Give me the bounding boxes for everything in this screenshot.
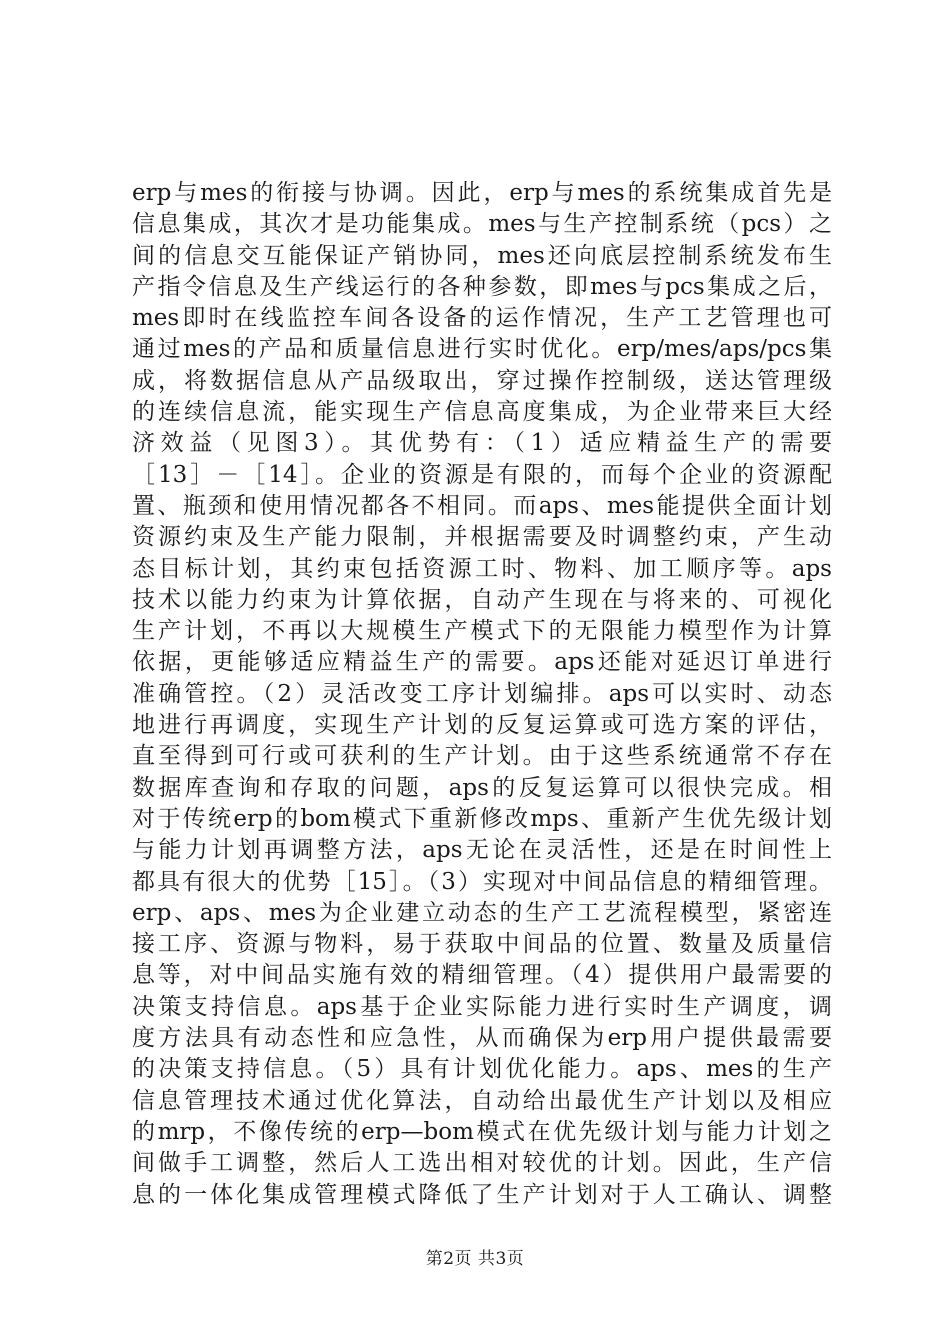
- text-line: 息的一体化集成管理模式降低了生产计划对于人工确认、调整: [132, 1181, 832, 1208]
- text-line: 对于传统erp的bom模式下重新修改mps、重新产生优先级计划: [132, 805, 832, 832]
- text-line: 间的信息交互能保证产销协同，mes还向底层控制系统发布生: [132, 242, 832, 269]
- text-line: erp与mes的衔接与协调。因此，erp与mes的系统集成首先是: [132, 180, 832, 206]
- text-line: 信息集成，其次才是功能集成。mes与生产控制系统（pcs）之: [132, 211, 832, 238]
- text-line: 产指令信息及生产线运行的各种参数，即mes与pcs集成之后，: [132, 273, 832, 300]
- page-number-label: 第2页 共3页: [425, 1249, 525, 1269]
- body-text: [132, 178, 832, 1211]
- text-line: ［13］－［14］。企业的资源是有限的，而每个企业的资源配: [132, 461, 832, 488]
- text-line: 度方法具有动态性和应急性，从而确保为erp用户提供最需要: [132, 1025, 832, 1052]
- text-line: 直至得到可行或可获利的生产计划。由于这些系统通常不存在: [132, 743, 832, 770]
- text-line: 地进行再调度，实现生产计划的反复运算或可选方案的评估，: [132, 712, 832, 739]
- text-line: 准确管控。（2）灵活改变工序计划编排。aps可以实时、动态: [132, 680, 832, 707]
- text-line: 信息管理技术通过优化算法，自动给出最优生产计划以及相应: [132, 1087, 832, 1114]
- page-footer: [0, 1244, 950, 1269]
- text-line: 技术以能力约束为计算依据，自动产生现在与将来的、可视化: [132, 586, 832, 613]
- text-line: 生产计划，不再以大规模生产模式下的无限能力模型作为计算: [132, 618, 832, 645]
- text-line: erp、aps、mes为企业建立动态的生产工艺流程模型，紧密连: [132, 899, 832, 926]
- text-line: 的决策支持信息。（5）具有计划优化能力。aps、mes的生产: [132, 1056, 832, 1083]
- text-line: 通过mes的产品和质量信息进行实时优化。erp/mes/aps/pcs集: [132, 336, 832, 363]
- text-line: 数据库查询和存取的问题，aps的反复运算可以很快完成。相: [132, 774, 832, 801]
- text-line: mes即时在线监控车间各设备的运作情况，生产工艺管理也可: [132, 305, 832, 332]
- text-line: 态目标计划，其约束包括资源工时、物料、加工顺序等。aps: [132, 555, 832, 582]
- text-line: 置、瓶颈和使用情况都各不相同。而aps、mes能提供全面计划: [132, 492, 832, 519]
- text-line: 都具有很大的优势［15］。（3）实现对中间品信息的精细管理。: [132, 868, 832, 895]
- text-line: 的mrp，不像传统的erp—bom模式在优先级计划与能力计划之: [132, 1118, 832, 1145]
- text-line: 决策支持信息。aps基于企业实际能力进行实时生产调度，调: [132, 993, 832, 1020]
- text-line: 接工序、资源与物料，易于获取中间品的位置、数量及质量信: [132, 931, 832, 958]
- text-line: 资源约束及生产能力限制，并根据需要及时调整约束，产生动: [132, 524, 832, 551]
- text-line: 与能力计划再调整方法，aps无论在灵活性，还是在时间性上: [132, 837, 832, 864]
- text-line: 依据，更能够适应精益生产的需要。aps还能对延迟订单进行: [132, 649, 832, 676]
- text-line: 济效益（见图3）。其优势有：（1）适应精益生产的需要: [132, 430, 832, 457]
- text-line: 间做手工调整，然后人工选出相对较优的计划。因此，生产信: [132, 1150, 832, 1177]
- text-line: 的连续信息流，能实现生产信息高度集成，为企业带来巨大经: [132, 399, 832, 426]
- text-line: 息等，对中间品实施有效的精细管理。（4）提供用户最需要的: [132, 962, 832, 989]
- text-line: 成，将数据信息从产品级取出，穿过操作控制级，送达管理级: [132, 367, 832, 394]
